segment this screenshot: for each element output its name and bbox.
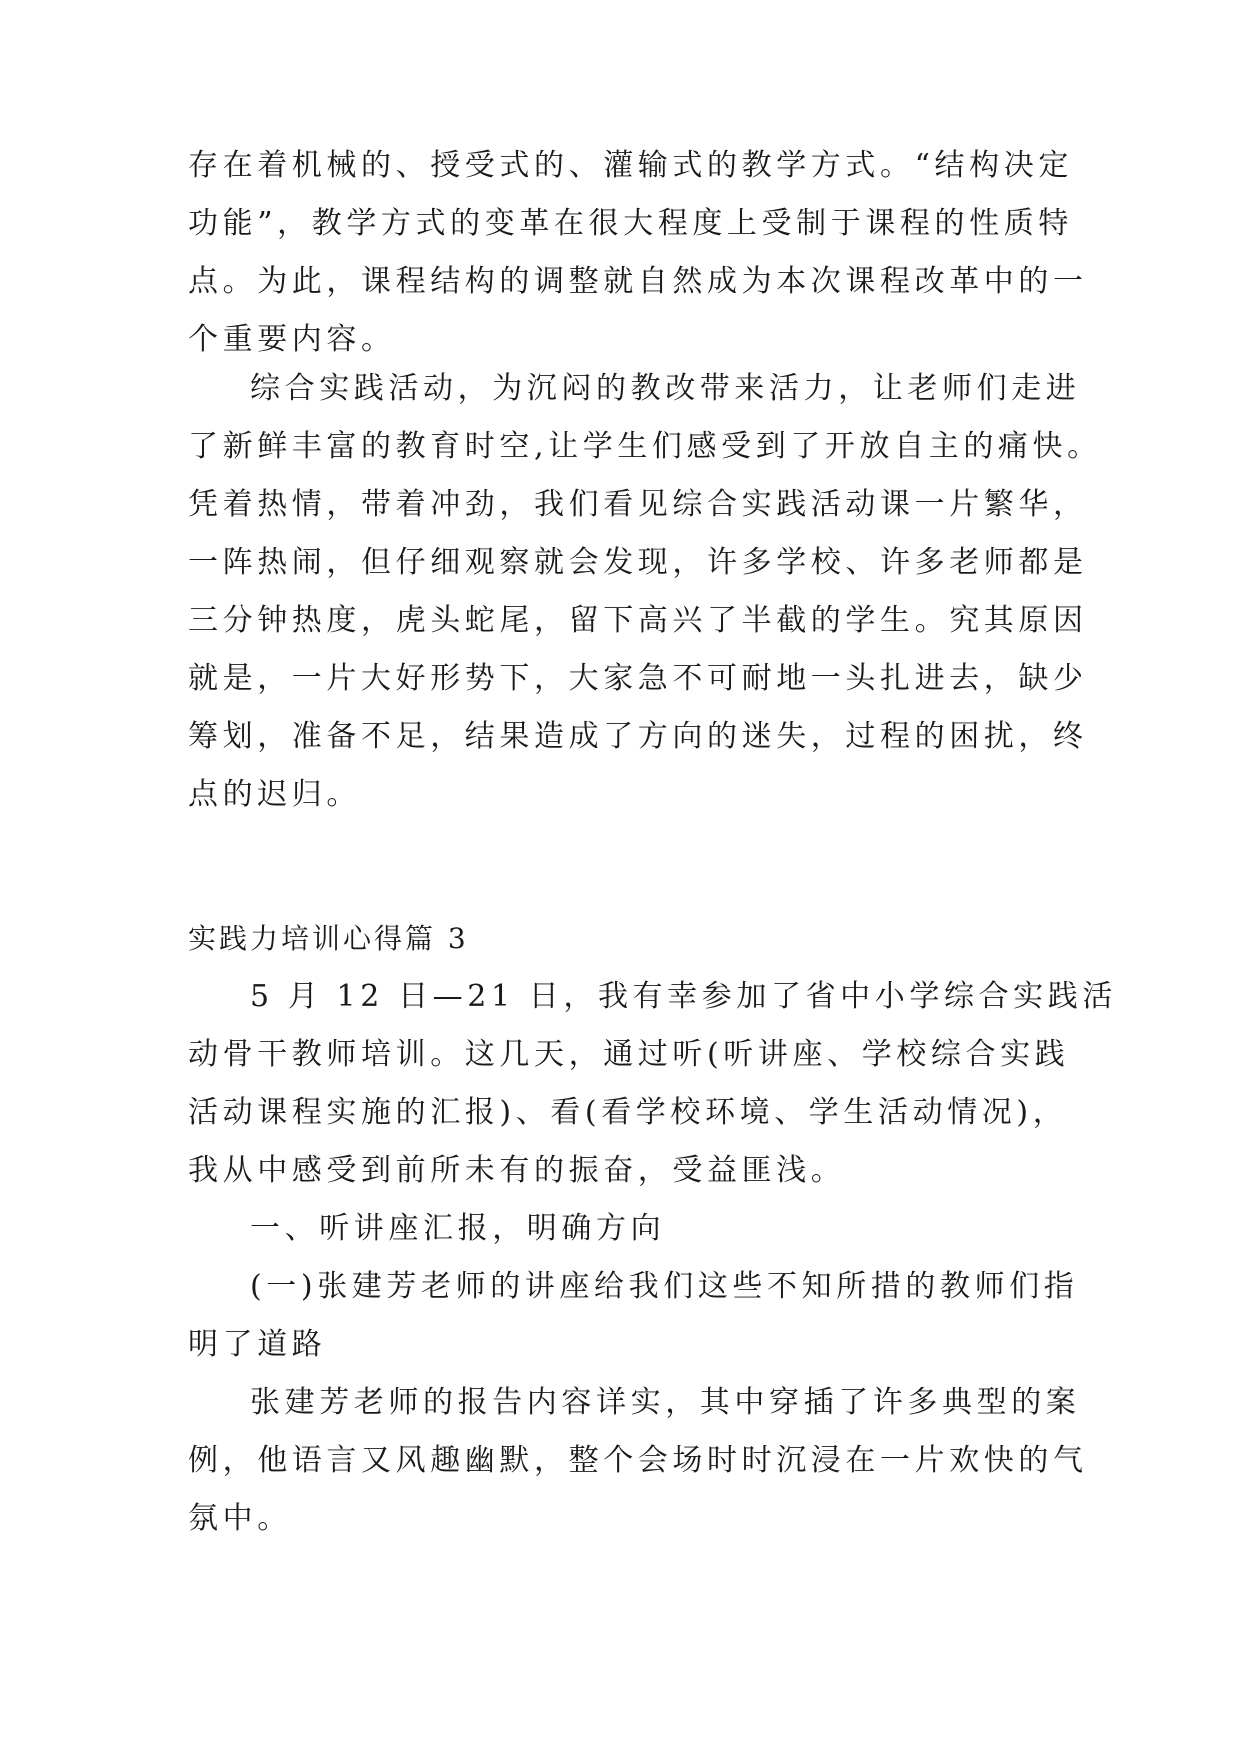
text-line: 张建芳老师的报告内容详实，其中穿插了许多典型的案 bbox=[250, 1385, 1081, 1420]
text-line: 一阵热闹，但仔细观察就会发现，许多学校、许多老师都是 bbox=[188, 545, 1088, 580]
text-line: (一)张建芳老师的讲座给我们这些不知所措的教师们指 bbox=[250, 1269, 1079, 1304]
paragraph-training-intro bbox=[188, 968, 1117, 1200]
paragraph-practice-activity bbox=[188, 360, 1102, 824]
text-line: 点。为此，课程结构的调整就自然成为本次课程改革中的一 bbox=[188, 264, 1088, 299]
text-line: 我从中感受到前所未有的振奋，受益匪浅。 bbox=[188, 1153, 846, 1188]
text-line: 氛中。 bbox=[188, 1501, 292, 1536]
text-line: 三分钟热度，虎头蛇尾，留下高兴了半截的学生。究其原因 bbox=[188, 603, 1088, 638]
text-line: 就是，一片大好形势下，大家急不可耐地一头扎进去，缺少 bbox=[188, 661, 1088, 696]
text-line: 筹划，准备不足，结果造成了方向的迷失，过程的困扰，终 bbox=[188, 719, 1088, 754]
text-line: 活动课程实施的汇报)、看(看学校环境、学生活动情况)， bbox=[188, 1095, 1068, 1130]
text-line: 了新鲜丰富的教育时空,让学生们感受到了开放自主的痛快。 bbox=[188, 429, 1102, 464]
paragraph-lecture-one bbox=[188, 1258, 1079, 1374]
text-line: 功能”，教学方式的变革在很大程度上受制于课程的性质特 bbox=[188, 206, 1073, 241]
paragraph-lecture-detail bbox=[188, 1374, 1088, 1548]
paragraph-continuation bbox=[188, 137, 1088, 369]
text-line: 一、听讲座汇报，明确方向 bbox=[250, 1211, 666, 1246]
text-line: 综合实践活动，为沉闷的教改带来活力，让老师们走进 bbox=[250, 371, 1081, 406]
text-line: 明了道路 bbox=[188, 1327, 327, 1362]
text-line: 存在着机械的、授受式的、灌输式的教学方式。“结构决定 bbox=[188, 148, 1073, 183]
text-line: 点的迟归。 bbox=[188, 777, 361, 812]
text-line: 例，他语言又风趣幽默，整个会场时时沉浸在一片欢快的气 bbox=[188, 1443, 1088, 1478]
text-line: 个重要内容。 bbox=[188, 322, 396, 357]
text-line: 动骨干教师培训。这几天，通过听(听讲座、学校综合实践 bbox=[188, 1037, 1070, 1072]
section-heading: 实践力培训心得篇 3 bbox=[188, 922, 469, 955]
subheading-lectures bbox=[188, 1200, 1058, 1258]
text-line: 凭着热情，带着冲劲，我们看见综合实践活动课一片繁华， bbox=[188, 487, 1088, 522]
text-line: 5 月 12 日—21 日，我有幸参加了省中小学综合实践活 bbox=[250, 979, 1117, 1014]
